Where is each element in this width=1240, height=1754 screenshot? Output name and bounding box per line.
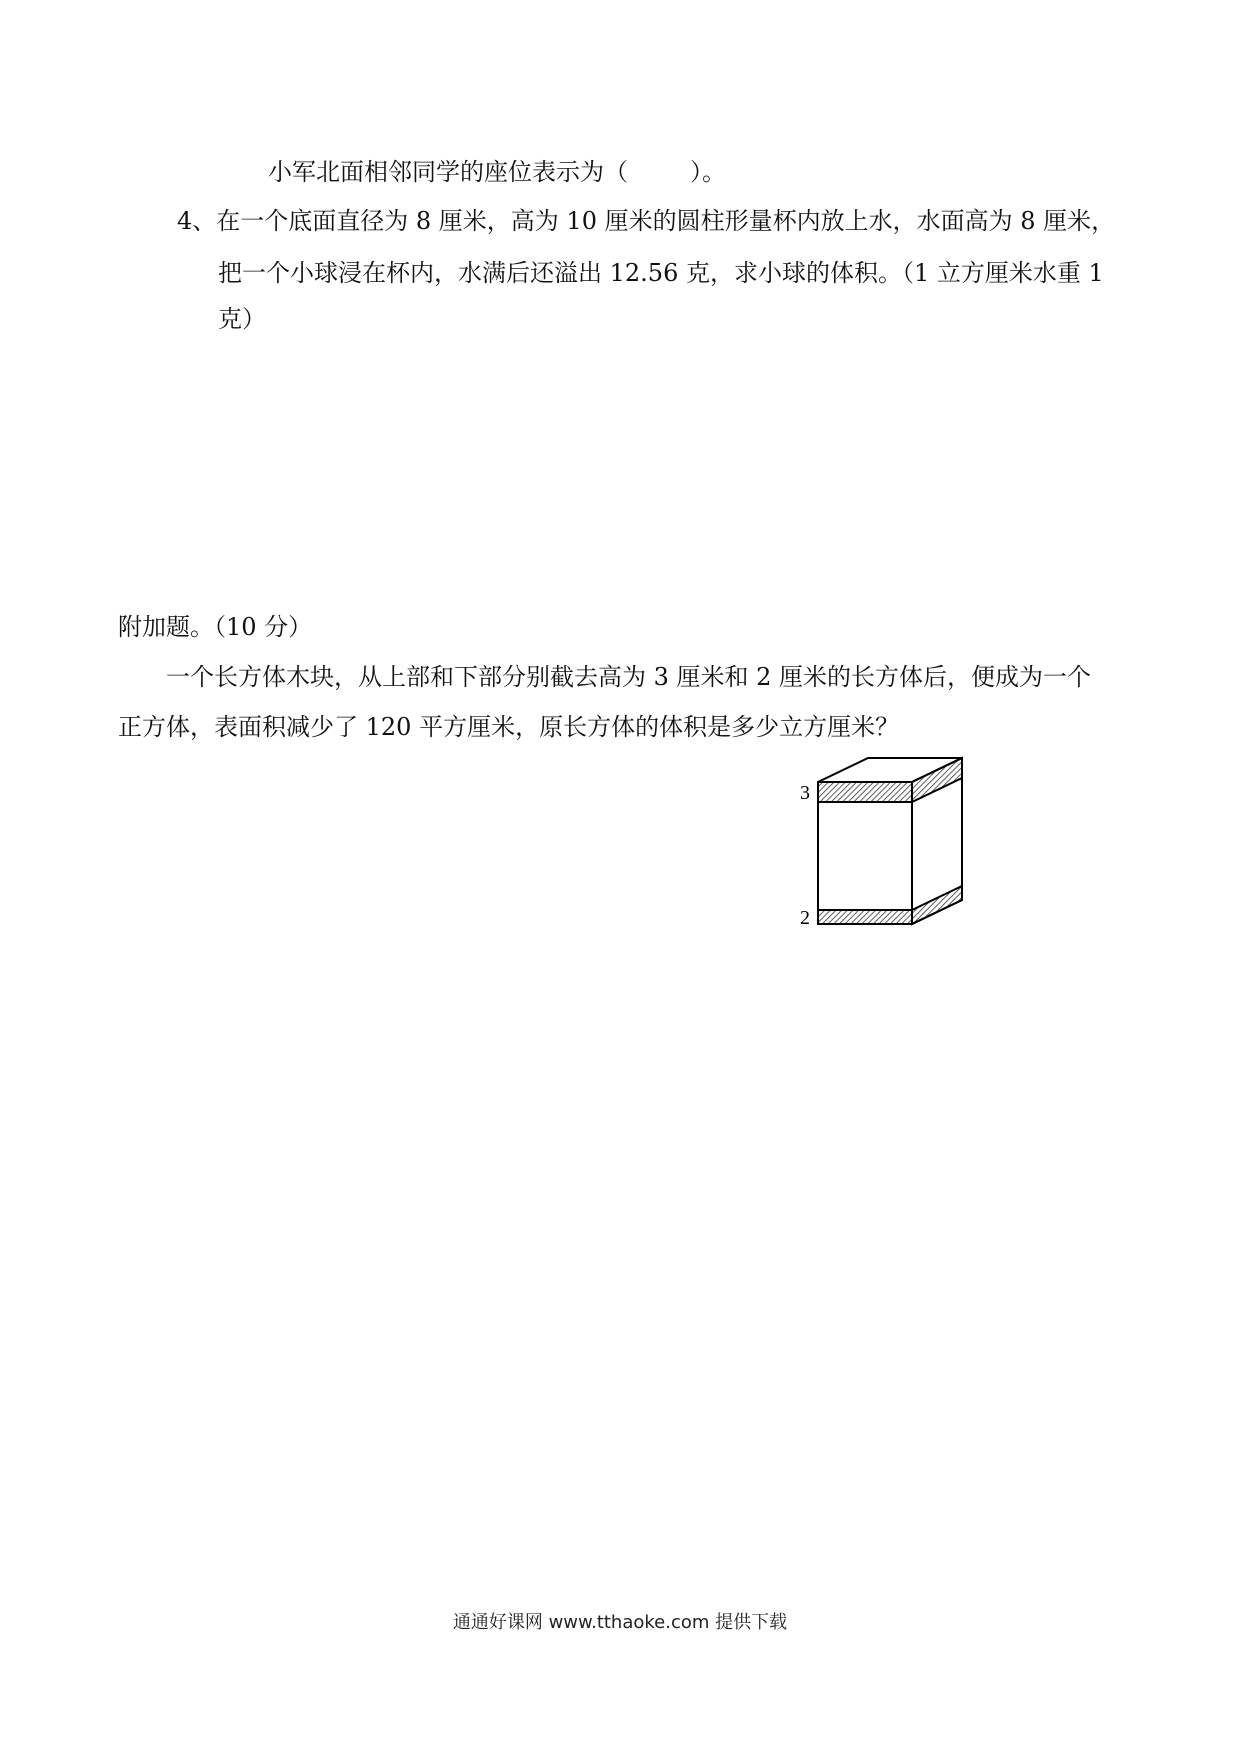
- q4-line-3: 克）: [218, 305, 266, 333]
- q4-line-1: [177, 206, 1115, 236]
- label-3: 3: [800, 782, 810, 804]
- q4-text-1: 在一个底面直径为 8 厘米，高为 10 厘米的圆柱形量杯内放上水，水面高为 8 厘米，: [216, 207, 1116, 235]
- top-cut-band: [818, 782, 912, 802]
- q3-tail-before: 小军北面相邻同学的座位表示为（: [268, 158, 628, 186]
- bottom-cut-band: [818, 910, 912, 924]
- page-footer: 通通好课网 www.tthaoke.com 提供下载: [452, 1612, 788, 1633]
- q3-tail-after: ）。: [690, 158, 726, 186]
- bonus-line-1: 一个长方体木块，从上部和下部分别截去高为 3 厘米和 2 厘米的长方体后，便成为一个: [166, 663, 1092, 691]
- q4-number: 4、: [177, 207, 217, 235]
- label-2: 2: [800, 907, 810, 929]
- q4-line-2: 把一个小球浸在杯内，水满后还溢出 12.56 克，求小球的体积。（1 立方厘米水重 1: [218, 259, 1104, 287]
- q3-tail-line: [268, 157, 726, 187]
- bonus-line-2: 正方体，表面积减少了 120 平方厘米，原长方体的体积是多少立方厘米？: [118, 713, 900, 741]
- cuboid-figure: [790, 752, 990, 942]
- bonus-heading: 附加题。（10 分）: [118, 613, 313, 641]
- cuboid-front-face: [818, 782, 912, 924]
